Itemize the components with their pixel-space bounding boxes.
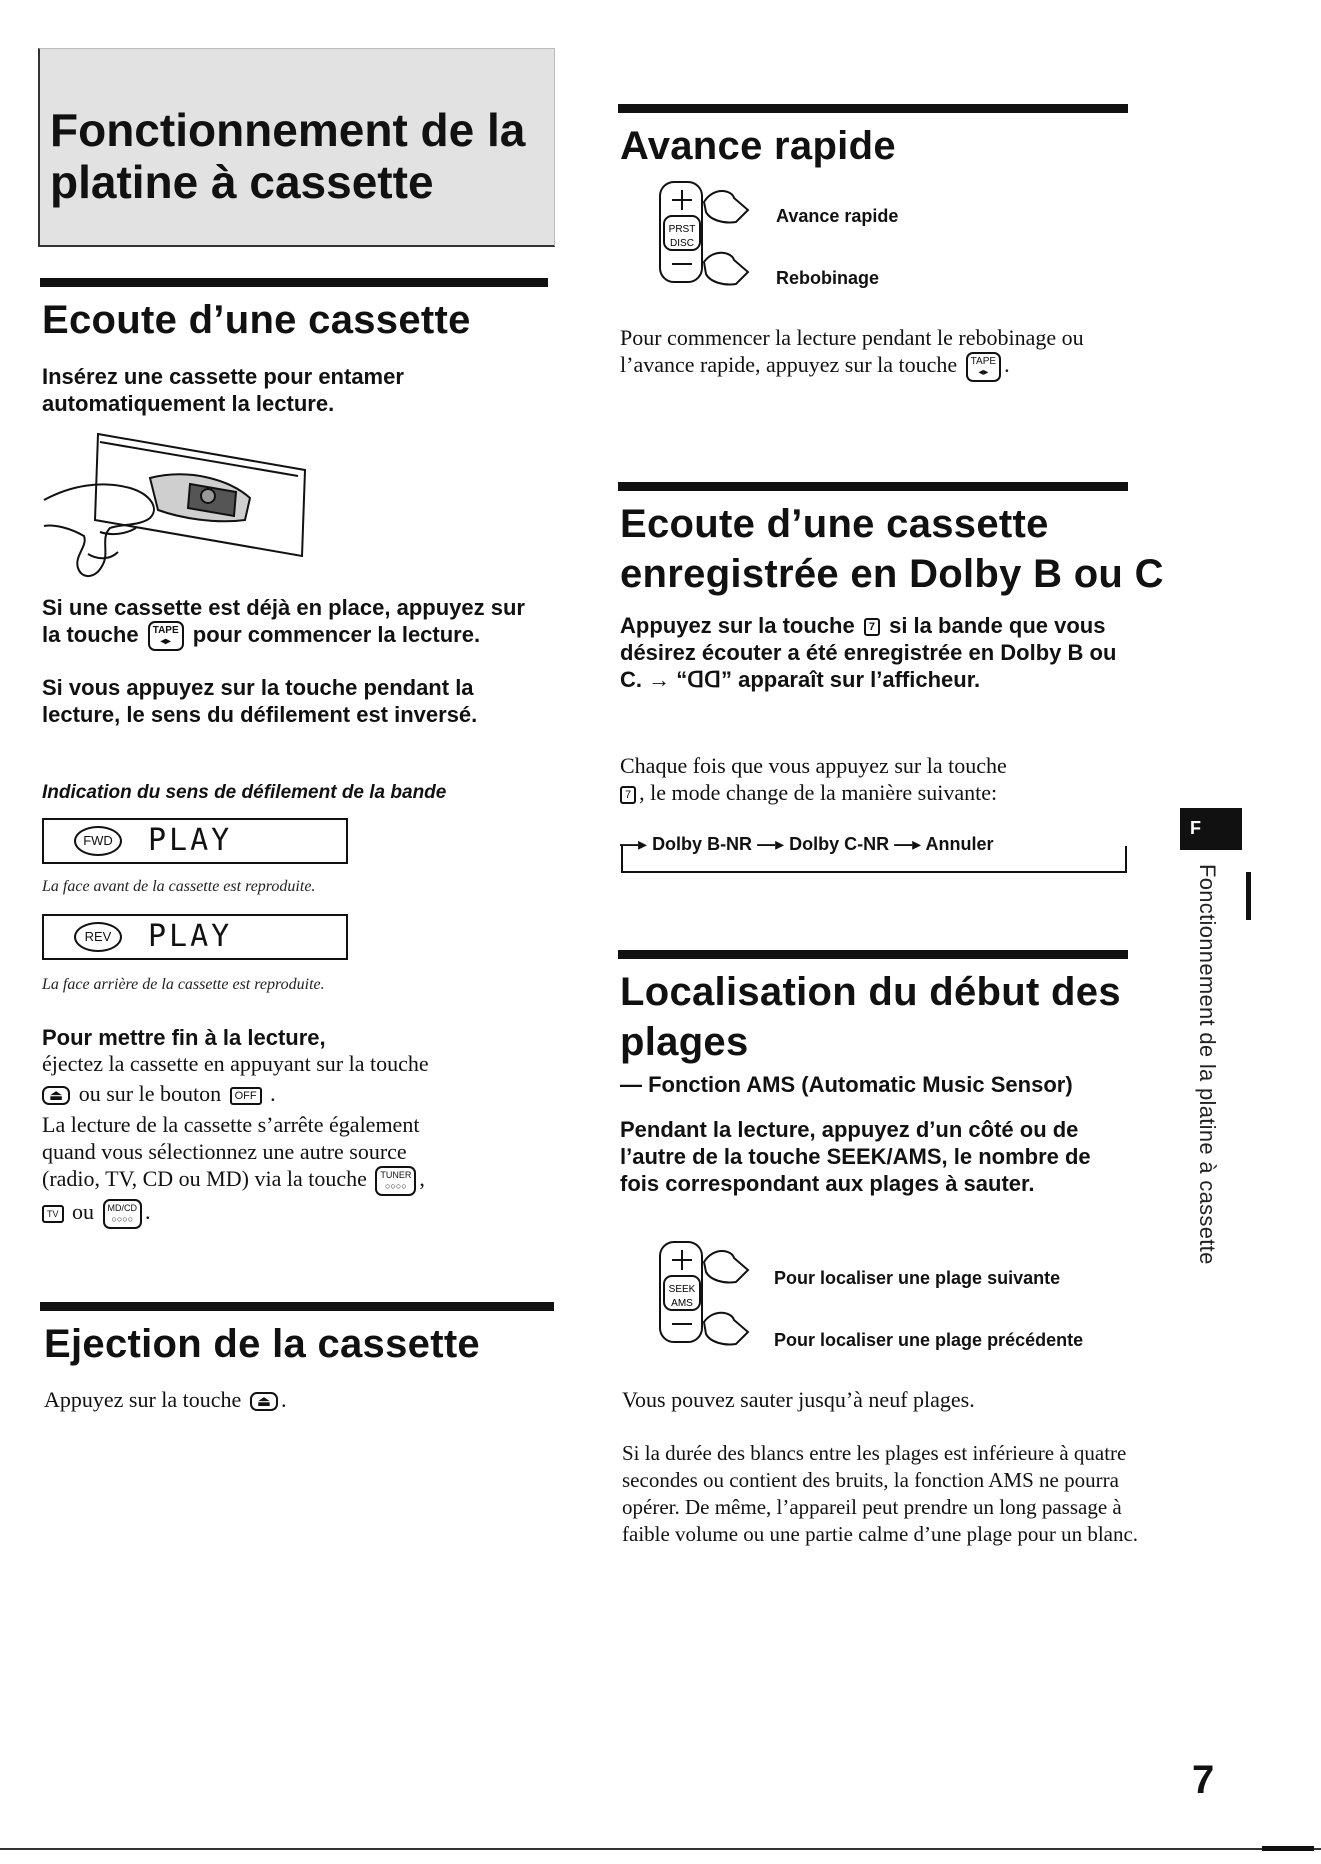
section-title-dolby-1: Ecoute d’une cassette	[620, 502, 1049, 546]
seek-ams-rocker-illustration	[650, 1236, 760, 1354]
label-rew: Rebobinage	[776, 268, 880, 288]
side-tab	[1180, 808, 1242, 850]
section-title-ecoute: Ecoute d’une cassette	[42, 298, 471, 342]
eject-key-icon: ⏏	[250, 1392, 278, 1411]
dolby-lead-b: si la bande que vous désirez écouter a été enregistrée en Dolby B ou C. → “ᗡᗡ” apparaît sur l’afficheur.	[620, 613, 1117, 692]
display-rev-text: PLAY	[148, 919, 233, 954]
key-7-icon: 7	[620, 786, 636, 804]
ams-lead: Pendant la lecture, appuyez d’un côté ou de l’autre de la touche SEEK/AMS, le nombre de fois correspondant aux plages à sauter.	[620, 1117, 1091, 1196]
dolby-text-a: Chaque fois que vous appuyez sur la touche	[620, 753, 1007, 778]
section-title-ejection: Ejection de la cassette	[44, 1322, 480, 1366]
avance-text-label: Pour commencer la lecture pendant le rebobinage ou l’avance rapide, appuyez sur la touche	[620, 325, 1084, 377]
title-box-line2: platine à cassette	[50, 156, 434, 208]
rev-icon: REV	[74, 922, 122, 952]
title-box-line1: Fonctionnement de la	[50, 104, 526, 156]
display-rev	[42, 914, 348, 960]
label-prev: Pour localiser une plage précédente	[774, 1330, 1084, 1350]
avance-text: Pour commencer la lecture pendant le rebobinage ou l’avance rapide, appuyez sur la touche TAPE ◂▸ .	[620, 324, 1130, 382]
tuner-key-icon: TUNER ○○○○	[375, 1166, 416, 1196]
display-fwd	[42, 818, 348, 864]
cycle-step-3: Annuler	[925, 834, 994, 854]
side-mark	[1246, 872, 1251, 920]
label-next: Pour localiser une plage suivante	[774, 1268, 1061, 1288]
ejection-text: Appuyez sur la touche ⏏ .	[44, 1387, 287, 1412]
ams-text-1: Vous pouvez sauter jusqu’à neuf plages.	[622, 1387, 975, 1412]
bottom-rule-thick	[1262, 1846, 1314, 1851]
section-rule	[40, 278, 548, 287]
section-rule	[40, 1302, 554, 1311]
ejection-text-label: Appuyez sur la touche	[44, 1387, 242, 1412]
ecoute-already-a: Si une cassette est déjà en place, appuyez sur la touche	[42, 595, 525, 647]
eject-key-icon: ⏏	[42, 1086, 70, 1105]
section-title-ams-2: plages	[620, 1020, 749, 1064]
section-title-avance: Avance rapide	[620, 124, 896, 168]
off-key-icon: OFF	[230, 1087, 262, 1105]
section-rule	[618, 482, 1128, 491]
section-rule	[618, 950, 1128, 959]
section-title-ams-1: Localisation du début des	[620, 970, 1121, 1014]
section-title-dolby-2: enregistrée en Dolby B ou C	[620, 552, 1164, 596]
prst-label: PRST	[668, 224, 696, 235]
cycle-step-2: Dolby C-NR	[789, 834, 890, 854]
ecoute-lead: Insérez une cassette pour entamer automatiquement la lecture.	[42, 364, 404, 416]
side-vertical-text: Fonctionnement de la platine à cassette	[1195, 864, 1220, 1265]
dolby-lead	[620, 612, 1120, 693]
ecoute-already	[42, 594, 542, 651]
caption-fwd: La face avant de la cassette est reproduite.	[42, 878, 316, 895]
stop-title: Pour mettre fin à la lecture,	[42, 1025, 326, 1050]
caption-rev: La face arrière de la cassette est reproduite.	[42, 976, 325, 993]
stop-line4: quand vous sélectionnez une autre source	[42, 1139, 407, 1164]
stop-line2: ou sur le bouton	[78, 1081, 222, 1106]
tv-key-icon: TV	[42, 1205, 64, 1223]
stop-line1: éjectez la cassette en appuyant sur la touche	[42, 1051, 429, 1076]
arrow-icon: —▸	[757, 834, 785, 854]
stop-text: éjectez la cassette en appuyant sur la touche ⏏ ou sur le bouton OFF . La lecture de la cassette s’arrête également quand vous sélectionnez une autre source (radio, TV, CD ou MD) via la touche TUNER ○○○○ , TV ou MD/CD ○○○○ .	[42, 1050, 542, 1229]
seek-label: SEEK	[668, 1284, 696, 1295]
page-number: 7	[1192, 1758, 1215, 1802]
ecoute-already-b: pour commencer la lecture.	[192, 622, 481, 647]
ecoute-reverse: Si vous appuyez sur la touche pendant la lecture, le sens du défilement est inversé.	[42, 675, 478, 727]
cassette-insert-illustration	[40, 428, 320, 598]
fwd-icon: FWD	[74, 826, 122, 856]
display-fwd-text: PLAY	[148, 823, 233, 858]
tape-key-icon: TAPE ◂▸	[148, 621, 184, 651]
key-7-icon: 7	[864, 618, 880, 636]
cycle-step-1: Dolby B-NR	[652, 834, 753, 854]
section-rule	[618, 104, 1128, 113]
ams-label: AMS	[671, 1298, 693, 1309]
dolby-text-b: , le mode change de la manière suivante:	[639, 780, 998, 805]
stop-line5: (radio, TV, CD ou MD) via la touche	[42, 1166, 367, 1191]
title-box	[38, 48, 555, 247]
prst-disc-rocker-illustration	[650, 176, 760, 294]
dolby-lead-a: Appuyez sur la touche	[620, 613, 855, 638]
side-tab-letter: F	[1190, 818, 1201, 838]
disc-label: DISC	[670, 238, 694, 249]
stop-line6: ou	[72, 1198, 95, 1224]
dolby-cycle	[620, 834, 994, 855]
ams-subtitle: — Fonction AMS (Automatic Music Sensor)	[620, 1072, 1073, 1097]
arrow-icon: —▸	[620, 834, 648, 854]
dolby-text	[620, 752, 1140, 806]
indication-title: Indication du sens de défilement de la bande	[42, 782, 447, 803]
tape-key-icon: TAPE ◂▸	[966, 352, 1001, 382]
stop-line3: La lecture de la cassette s’arrête également	[42, 1112, 420, 1137]
mdcd-key-icon: MD/CD ○○○○	[103, 1199, 143, 1229]
ams-text-2: Si la durée des blancs entre les plages est inférieure à quatre secondes ou contient des bruits, la fonction AMS ne pourra opérer. De même, l’appareil peut prendre un long passage à faible volume ou une partie calme d’une plage pour un blanc.	[622, 1441, 1139, 1546]
arrow-icon: —▸	[894, 834, 922, 854]
label-ff: Avance rapide	[776, 206, 899, 226]
bottom-rule	[0, 1848, 1321, 1850]
